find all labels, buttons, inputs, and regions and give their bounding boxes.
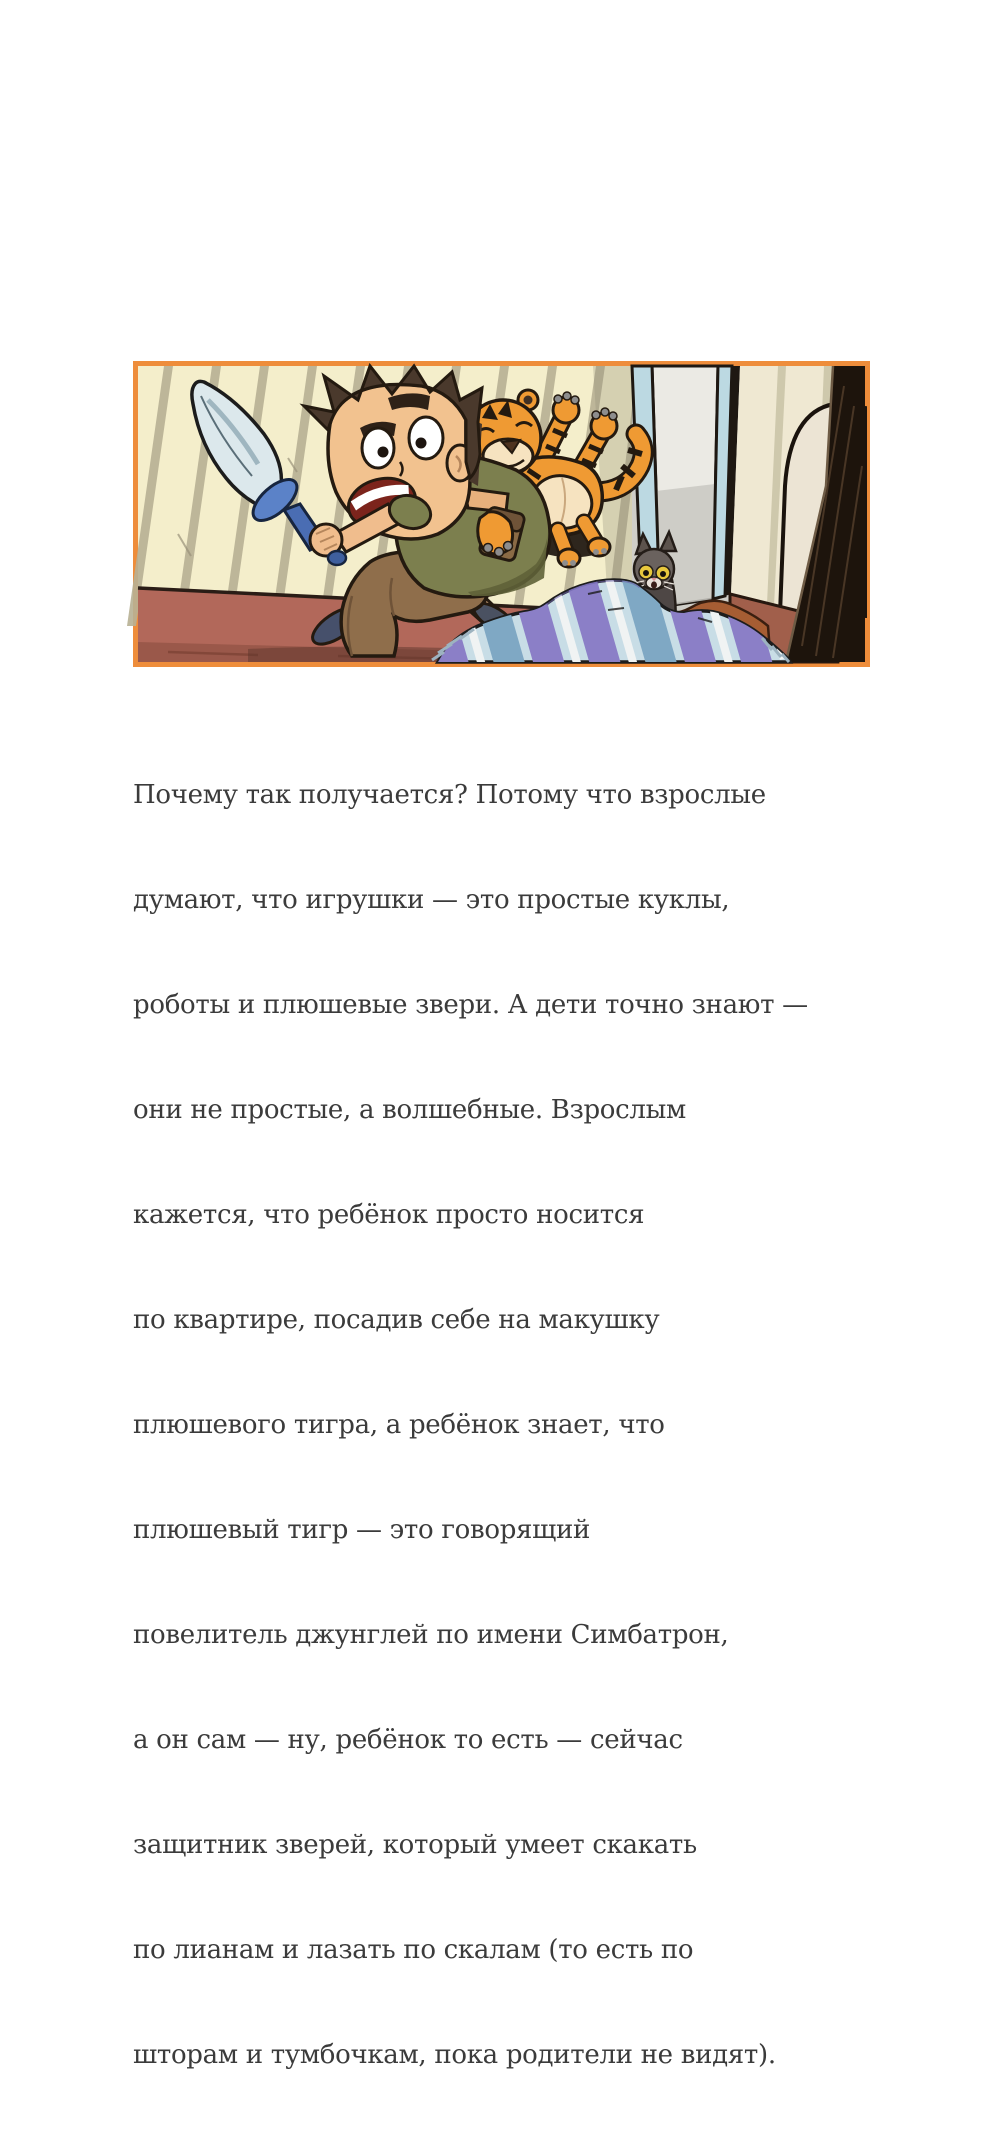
boy-eye-left [362,428,394,468]
paragraph-line: шторам и тумбочкам, пока родители не видят). [133,2040,776,2070]
paragraph-line: они не простые, а волшебные. Взрослым [133,1095,686,1125]
paragraph-line: по лианам и лазать по скалам (то есть по [133,1935,694,1965]
paragraph-line: по квартире, посадив себе на макушку [133,1305,660,1335]
paragraph-line: Почему так получается? Потому что взрослые [133,780,766,810]
paragraph-line: повелитель джунглей по имени Симбатрон, [133,1620,729,1650]
tiger-paw-grip [478,512,513,557]
paragraph-line: думают, что игрушки — это простые куклы, [133,885,730,915]
paragraph-line: роботы и плюшевые звери. А дети точно знают — [133,990,808,1020]
story-paragraph [133,708,808,2143]
sword-pommel [328,551,346,565]
paragraph-line: а он сам — ну, ребёнок то есть — сейчас [133,1725,683,1755]
paragraph-line: плюшевого тигра, а ребёнок знает, что [133,1410,665,1440]
paragraph-line: кажется, что ребёнок просто носится [133,1200,645,1230]
boy-eye-right [409,417,443,459]
illustration-scene [138,366,865,662]
story-illustration [133,361,870,667]
paragraph-line: защитник зверей, который умеет скакать [133,1830,697,1860]
paragraph-line: плюшевый тигр — это говорящий [133,1515,591,1545]
